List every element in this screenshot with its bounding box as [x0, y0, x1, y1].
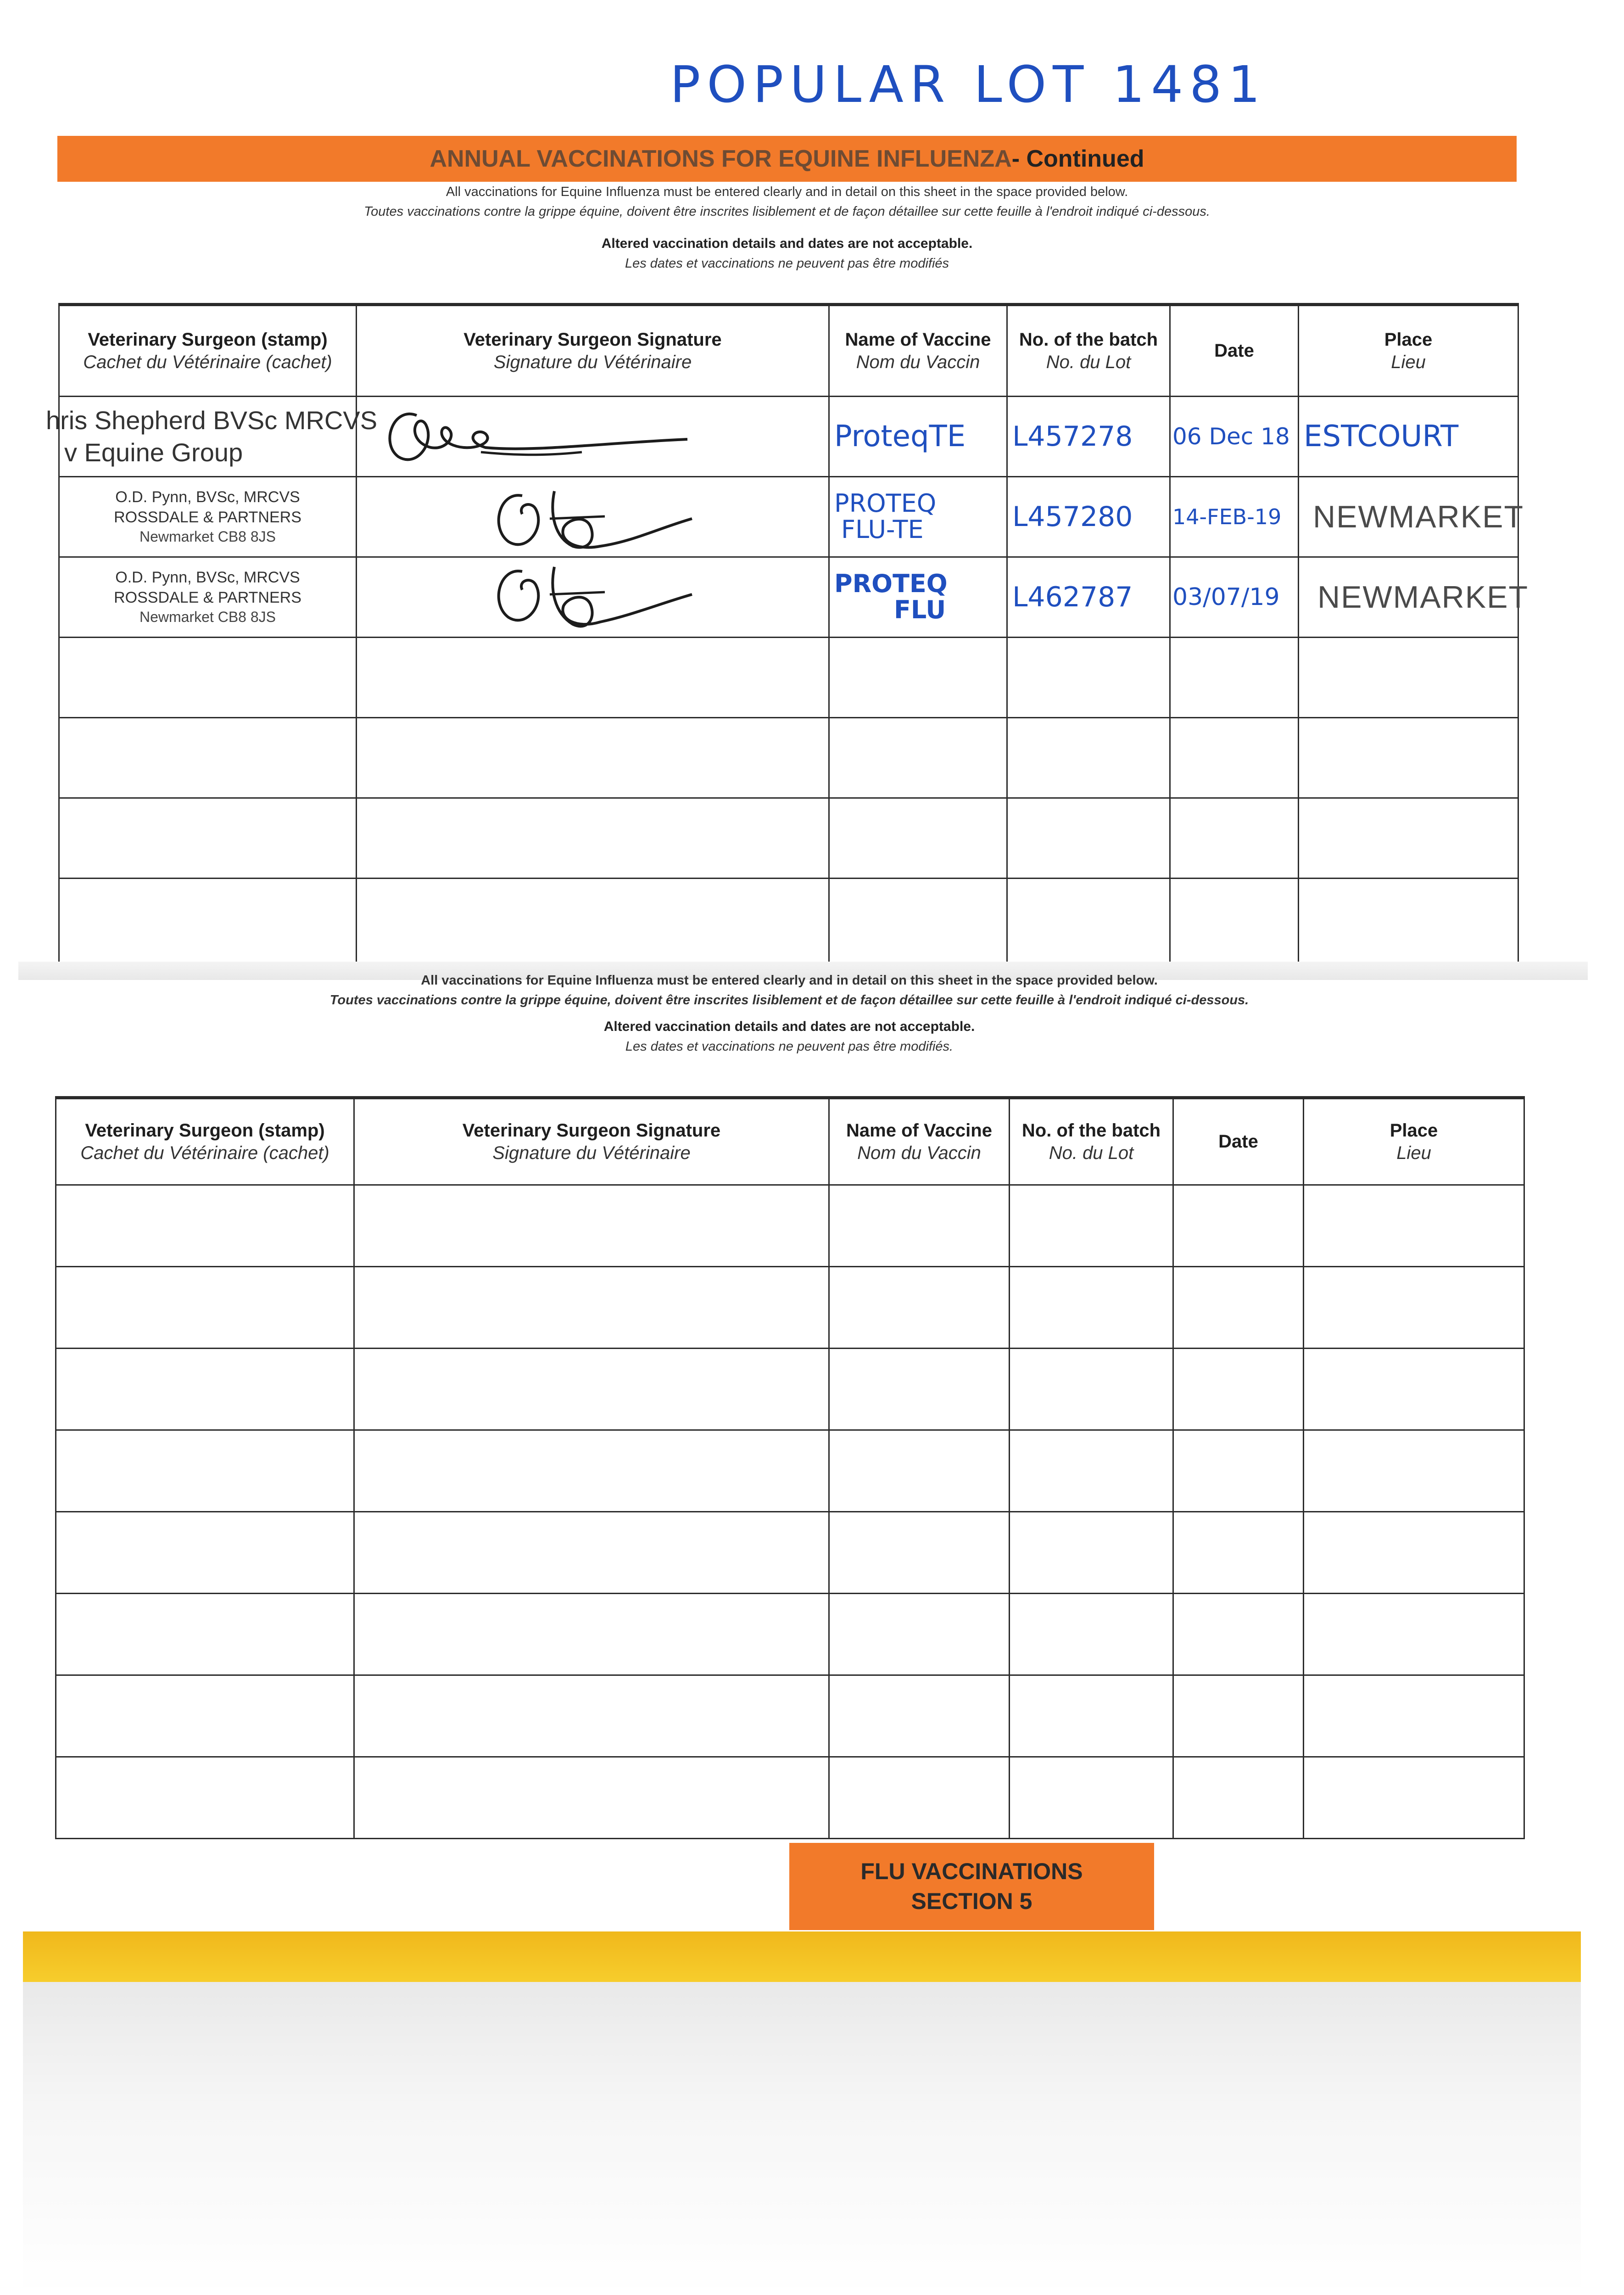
vaccine-name-text: ProteqTE [834, 420, 966, 453]
notice-english: All vaccinations for Equine Influenza must be entered clearly and in detail on this sheet in the space provided below. [446, 185, 1128, 199]
place-cell [1299, 397, 1518, 477]
place-stamp-text: NEWMARKET [1313, 499, 1524, 534]
table-row [59, 557, 1518, 638]
batch-cell [1007, 557, 1170, 638]
stamp-name-line: O.D. Pynn, BVSc, MRCVS [115, 569, 300, 587]
date-cell [1170, 557, 1299, 638]
section-header-banner [57, 136, 1517, 182]
col-vaccine-name: Name of Vaccine Nom du Vaccin [829, 305, 1007, 397]
vaccine-cell [829, 397, 1007, 477]
col-date: Date [1170, 305, 1299, 397]
col-vaccine-name: Name of Vaccine Nom du Vaccin [829, 1098, 1010, 1185]
col-place: Place Lieu [1304, 1098, 1524, 1185]
date-text: 06 Dec 18 [1172, 423, 1290, 450]
table-header-row [56, 1098, 1524, 1185]
notice-english: All vaccinations for Equine Influenza must be entered clearly and in detail on this sheet in the space provided below. [421, 973, 1158, 988]
vaccine-name-text: PROTEQ [834, 569, 948, 599]
section-tab-title: FLU VACCINATIONS [860, 1858, 1083, 1884]
notice-french: Toutes vaccinations contre la grippe équine, doivent être inscrites lisiblement et de façon détaillee sur cette feuille à l'endroit indiqué ci-dessous. [329, 993, 1249, 1008]
notice-french: Toutes vaccinations contre la grippe équine, doivent être inscrites lisiblement et de façon détaillee sur cette feuille à l'endroit indiqué ci-dessous. [364, 204, 1210, 219]
header-title: ANNUAL VACCINATIONS FOR EQUINE INFLUENZA [430, 146, 1012, 172]
instructions-notice [57, 185, 1517, 271]
vaccination-table-1 [46, 303, 1529, 966]
vaccine-cell [829, 477, 1007, 557]
stamp-address-line: Newmarket CB8 8JS [140, 609, 276, 626]
vaccine-cell [829, 557, 1007, 638]
table-row-empty [56, 1675, 1524, 1757]
batch-number-text: L457280 [1012, 501, 1133, 533]
col-batch-number: No. of the batch No. du Lot [1007, 305, 1170, 397]
stamp-address-line: Newmarket CB8 8JS [140, 528, 276, 545]
yellow-footer-band [23, 1931, 1581, 1982]
batch-cell [1007, 477, 1170, 557]
table-row-empty [56, 1267, 1524, 1349]
col-place: Place Lieu [1299, 305, 1518, 397]
altered-warning-french: Les dates et vaccinations ne peuvent pas être modifiés. [625, 1039, 954, 1054]
batch-number-text: L462787 [1012, 581, 1133, 613]
table-row-empty [56, 1349, 1524, 1430]
table-row-empty [59, 798, 1518, 879]
stamp-cell [59, 477, 357, 557]
col-surgeon-stamp: Veterinary Surgeon (stamp) Cachet du Vétérinaire (cachet) [59, 305, 357, 397]
date-text: 03/07/19 [1172, 583, 1280, 611]
signature-cell [357, 477, 829, 557]
table-row [59, 477, 1518, 557]
signature-mark [486, 477, 715, 558]
place-text: ESTCOURT [1304, 420, 1459, 453]
handwritten-lot-title: POPULAR LOT 1481 [670, 55, 1267, 114]
col-date: Date [1173, 1098, 1304, 1185]
section-tab [789, 1843, 1154, 1930]
vaccination-table-2 [55, 1096, 1525, 1839]
date-cell [1170, 477, 1299, 557]
vaccine-type-text: FLU-TE [841, 515, 924, 544]
table-row-empty [59, 718, 1518, 798]
vaccine-type-text: FLU [894, 595, 946, 624]
stamp-name-line: hris Shepherd BVSc MRCVS [46, 406, 378, 435]
table-row-empty [56, 1512, 1524, 1594]
place-cell [1299, 477, 1524, 557]
signature-cell [357, 397, 829, 477]
section-tab-number: SECTION 5 [911, 1888, 1032, 1914]
batch-number-text: L457278 [1012, 420, 1133, 453]
table-row-empty [56, 1185, 1524, 1267]
table-row-empty [56, 1430, 1524, 1512]
table-row-empty [56, 1594, 1524, 1675]
col-surgeon-stamp: Veterinary Surgeon (stamp) Cachet du Vétérinaire (cachet) [56, 1098, 354, 1185]
place-stamp-text: NEWMARKET [1317, 580, 1529, 615]
altered-warning-french: Les dates et vaccinations ne peuvent pas être modifiés [625, 256, 949, 271]
date-cell [1170, 397, 1299, 477]
col-signature: Veterinary Surgeon Signature Signature du Vétérinaire [354, 1098, 829, 1185]
stamp-practice-line: ROSSDALE & PARTNERS [114, 589, 301, 607]
stamp-cell [59, 557, 357, 638]
header-suffix: - Continued [1011, 146, 1144, 172]
table-row-empty [59, 879, 1518, 966]
batch-cell [1007, 397, 1170, 477]
altered-warning-english: Altered vaccination details and dates are not acceptable. [603, 1019, 975, 1034]
signature-mark [486, 558, 715, 638]
stamp-practice-line: ROSSDALE & PARTNERS [114, 509, 301, 526]
table-row [59, 397, 1518, 477]
table-row-empty [56, 1757, 1524, 1839]
signature-mark [366, 388, 779, 484]
signature-cell [357, 557, 829, 638]
stamp-name-line: O.D. Pynn, BVSc, MRCVS [115, 488, 300, 506]
table-header-row [59, 305, 1518, 397]
date-text: 14-FEB-19 [1172, 504, 1282, 529]
instructions-notice-2 [60, 973, 1519, 1054]
stamp-cell [46, 397, 378, 477]
scan-bottom-shadow [23, 1982, 1581, 2295]
col-batch-number: No. of the batch No. du Lot [1010, 1098, 1173, 1185]
vaccine-name-text: PROTEQ [834, 489, 937, 518]
table-row-empty [59, 638, 1518, 718]
altered-warning-english: Altered vaccination details and dates are not acceptable. [601, 236, 973, 251]
stamp-practice-line: v Equine Group [64, 438, 243, 467]
col-signature: Veterinary Surgeon Signature Signature du Vétérinaire [357, 305, 829, 397]
place-cell [1299, 557, 1529, 638]
